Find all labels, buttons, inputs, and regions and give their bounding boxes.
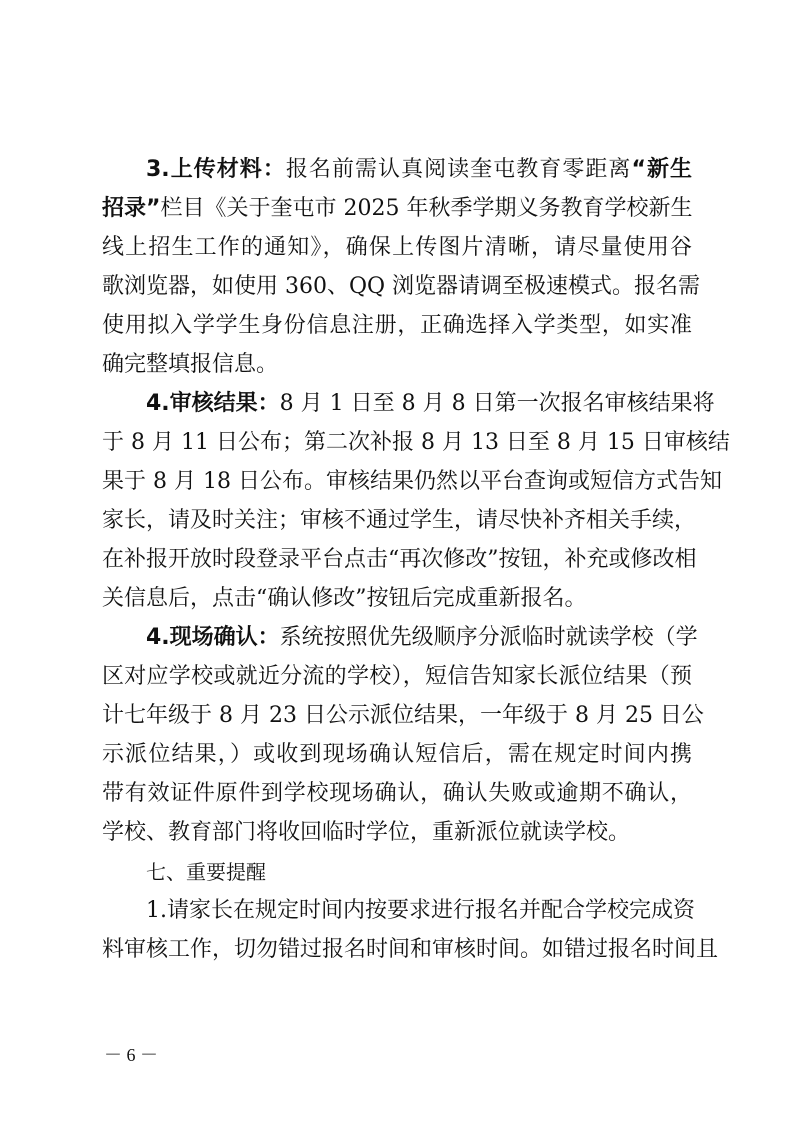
upload-heading: 3.上传材料： bbox=[146, 157, 286, 182]
paragraph-upload-line-1 bbox=[146, 151, 692, 189]
page-number: － 6 － bbox=[104, 1045, 158, 1065]
paragraph-upload-line-6: 确完整填报信息。 bbox=[102, 352, 279, 377]
paragraph-review-line-5: 在补报开放时段登录平台点击“再次修改”按钮，补充或修改相 bbox=[102, 547, 697, 572]
section-7-title: 七、重要提醒 bbox=[146, 860, 266, 884]
paragraph-upload-line-5: 使用拟入学学生身份信息注册，正确选择入学类型，如实准 bbox=[102, 313, 692, 338]
paragraph-upload-line-4: 歌浏览器，如使用 360、QQ 浏览器请调至极速模式。报名需 bbox=[102, 274, 701, 299]
reminder-1-line-2: 料审核工作，切勿错过报名时间和审核时间。如错过报名时间且 bbox=[102, 937, 719, 962]
paragraph-confirm-line-1 bbox=[146, 619, 698, 657]
reminder-1-line-1: 1.请家长在规定时间内按要求进行报名并配合学校完成资 bbox=[146, 898, 695, 923]
paragraph-upload-line-2 bbox=[102, 190, 692, 228]
confirm-text: 系统按照优先级顺序分派临时就读学校（学 bbox=[279, 625, 698, 650]
paragraph-review-line-4: 家长，请及时关注；审核不通过学生，请尽快补齐相关手续， bbox=[102, 508, 697, 533]
paragraph-review-line-3: 果于 8 月 18 日公布。审核结果仍然以平台查询或短信方式告知 bbox=[102, 469, 722, 494]
paragraph-review-line-2: 于 8 月 11 日公布；第二次补报 8 月 13 日至 8 月 15 日审核结 bbox=[102, 430, 730, 455]
column-name-bold-cont: 招录” bbox=[102, 196, 161, 221]
review-heading: 4.审核结果： bbox=[146, 391, 280, 416]
review-text: 8 月 1 日至 8 月 8 日第一次报名审核结果将 bbox=[279, 391, 715, 416]
column-name-bold: “新生 bbox=[631, 157, 692, 182]
paragraph-confirm-line-2: 区对应学校或就近分流的学校），短信告知家长派位结果（预 bbox=[102, 664, 692, 689]
confirm-heading: 4.现场确认： bbox=[146, 625, 280, 650]
paragraph-review-line-1 bbox=[146, 385, 715, 423]
paragraph-confirm-line-6: 学校、教育部门将收回临时学位，重新派位就读学校。 bbox=[102, 820, 631, 845]
paragraph-confirm-line-5: 带有效证件原件到学校现场确认，确认失败或逾期不确认， bbox=[102, 781, 692, 806]
upload-text-2: 栏目《关于奎屯市 2025 年秋季学期义务教育学校新生 bbox=[160, 196, 693, 221]
paragraph-confirm-line-4: 示派位结果，）或收到现场确认短信后，需在规定时间内携 bbox=[102, 742, 692, 767]
paragraph-upload-line-3: 线上招生工作的通知》，确保上传图片清晰，请尽量使用谷 bbox=[102, 235, 692, 260]
upload-text: 报名前需认真阅读奎屯教育零距离 bbox=[285, 157, 632, 182]
paragraph-review-line-6: 关信息后，点击“确认修改”按钮后完成重新报名。 bbox=[102, 586, 587, 611]
paragraph-confirm-line-3: 计七年级于 8 月 23 日公示派位结果，一年级于 8 月 25 日公 bbox=[102, 703, 704, 728]
